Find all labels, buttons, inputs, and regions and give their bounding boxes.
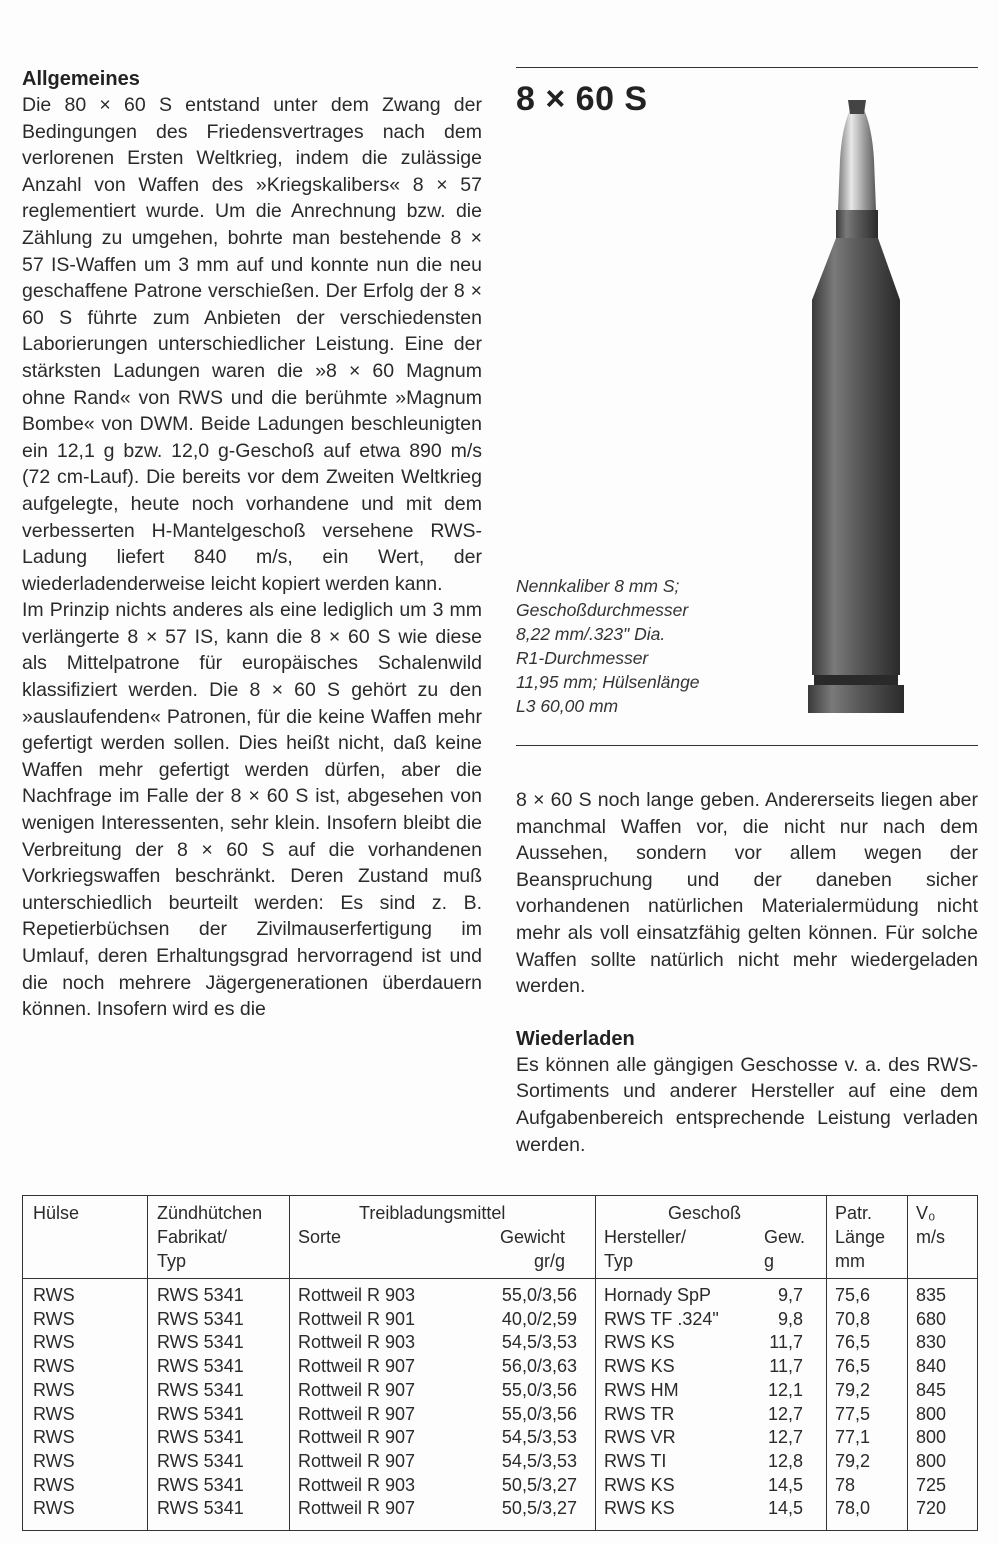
cell-geschoss-typ: RWS TF .324" bbox=[604, 1308, 719, 1329]
cartridge-illustration bbox=[800, 100, 910, 720]
paragraph-wiederladen: Es können alle gängigen Geschosse v. a. des RWS-Sortiments und anderer Hersteller auf eine dem Aufgabenbereich entsprechende Leistung verladen werden. bbox=[516, 1053, 978, 1156]
column-divider bbox=[289, 1196, 290, 1530]
cell-huelse: RWS bbox=[33, 1403, 75, 1424]
cell-huelse: RWS bbox=[33, 1332, 75, 1353]
cell-huelse: RWS bbox=[33, 1285, 75, 1305]
cell-zuendhuetchen: RWS 5341 bbox=[157, 1450, 244, 1471]
cell-zuendhuetchen: RWS 5341 bbox=[157, 1332, 244, 1353]
cell-v0: 725 bbox=[916, 1474, 947, 1495]
cell-gewicht: 55,0/3,56 bbox=[501, 1379, 577, 1400]
cell-laenge: 76,5 bbox=[835, 1332, 871, 1353]
cell-gew: 9,8 bbox=[777, 1308, 803, 1329]
cell-gewicht: 56,0/3,63 bbox=[501, 1356, 577, 1377]
cell-gew: 14,5 bbox=[767, 1474, 803, 1495]
cell-huelse: RWS bbox=[33, 1427, 75, 1448]
cell-huelse: RWS bbox=[33, 1379, 75, 1400]
cell-gew: 12,7 bbox=[767, 1403, 803, 1424]
cell-sorte: Rottweil R 907 bbox=[298, 1427, 416, 1448]
header-v0-unit: m/s bbox=[916, 1227, 945, 1247]
caption-line: Nennkaliber 8 mm S; bbox=[516, 576, 680, 596]
header-patr: Patr. bbox=[835, 1203, 873, 1223]
cell-geschoss-typ: RWS HM bbox=[604, 1379, 679, 1400]
column-divider bbox=[147, 1196, 148, 1530]
cell-sorte: Rottweil R 907 bbox=[298, 1356, 416, 1377]
cell-v0: 845 bbox=[916, 1379, 947, 1400]
cell-laenge: 75,6 bbox=[835, 1285, 871, 1305]
cell-gewicht: 50,5/3,27 bbox=[501, 1498, 577, 1519]
header-gewicht: Gewicht bbox=[499, 1227, 565, 1247]
cell-v0: 800 bbox=[916, 1403, 947, 1424]
page-title: 8 × 60 S bbox=[516, 80, 648, 118]
cell-laenge: 78 bbox=[835, 1474, 856, 1495]
cell-zuendhuetchen: RWS 5341 bbox=[157, 1498, 244, 1519]
paragraph-allgemeines-2: Im Prinzip nichts anderes als eine lediglich um 3 mm verlängerte 8 × 57 IS, kann die 8 × 60 S wie diese als Mittelpatrone für europäisches Schalenwild klassifiziert werden. Die 8 × 60 S gehört zu den »auslaufenden« Patronen, für die keine Waffen mehr gefertigt werden sollen. Dies heißt nicht, daß keine Waffen mehr gefertigt werden dürfen, aber die Nachfrage im Falle der 8 × 60 S ist, abgesehen von wenigen Interessenten, sehr klein. Insofern bleibt die Verbreitung der 8 × 60 S auf die vorhandenen Vorkriegswaffen beschränkt. Deren Zustand muß unterschiedlich beurteilt werden: Es sind z. B. Repetierbüchsen der Zivilmauserfertigung im Umlauf, deren Erhaltungsgrad hervorragend ist und die noch mehrere Jägergenerationen überdauern können. Insofern wird es die bbox=[22, 599, 482, 1021]
cell-gewicht: 55,0/3,56 bbox=[501, 1403, 577, 1424]
cell-v0: 800 bbox=[916, 1450, 947, 1471]
cell-gewicht: 54,5/3,53 bbox=[501, 1427, 577, 1448]
header-zuendhuetchen: Zündhütchen bbox=[157, 1203, 263, 1223]
header-geschoss: Geschoß bbox=[668, 1203, 742, 1223]
cell-v0: 720 bbox=[916, 1498, 947, 1519]
cell-huelse: RWS bbox=[33, 1308, 75, 1329]
cell-gew: 12,8 bbox=[767, 1450, 803, 1471]
header-laenge-unit: mm bbox=[835, 1251, 865, 1271]
cell-v0: 800 bbox=[916, 1427, 947, 1448]
cartridge-caption bbox=[516, 574, 756, 718]
header-laenge: Länge bbox=[835, 1227, 886, 1247]
caption-line: Geschoßdurchmesser bbox=[516, 600, 689, 620]
load-data-table bbox=[22, 1195, 978, 1531]
left-column bbox=[22, 66, 482, 1023]
cell-zuendhuetchen: RWS 5341 bbox=[157, 1308, 244, 1329]
header-divider bbox=[23, 1278, 977, 1279]
right-column bbox=[516, 787, 978, 1158]
cell-v0: 835 bbox=[916, 1285, 947, 1305]
cell-gew: 12,7 bbox=[767, 1427, 803, 1448]
caption-line: 8,22 mm/.323" Dia. bbox=[516, 624, 666, 644]
cell-huelse: RWS bbox=[33, 1474, 75, 1495]
cell-zuendhuetchen: RWS 5341 bbox=[157, 1285, 244, 1305]
cell-gewicht: 50,5/3,27 bbox=[501, 1474, 577, 1495]
top-rule bbox=[516, 67, 978, 68]
caption-line: R1-Durchmesser bbox=[516, 648, 649, 668]
cell-v0: 830 bbox=[916, 1332, 947, 1353]
cell-gew: 9,7 bbox=[777, 1285, 803, 1305]
cell-gew: 14,5 bbox=[767, 1498, 803, 1519]
cell-laenge: 78,0 bbox=[835, 1498, 871, 1519]
cell-sorte: Rottweil R 903 bbox=[298, 1474, 416, 1495]
column-divider bbox=[595, 1196, 596, 1530]
cell-gew: 11,7 bbox=[769, 1356, 803, 1377]
cell-gewicht: 54,5/3,53 bbox=[501, 1332, 577, 1353]
cell-laenge: 77,1 bbox=[835, 1427, 871, 1448]
header-treibladungsmittel: Treibladungsmittel bbox=[359, 1203, 506, 1223]
section-heading-allgemeines: Allgemeines bbox=[22, 68, 140, 90]
cell-geschoss-typ: RWS VR bbox=[604, 1427, 676, 1448]
cell-sorte: Rottweil R 903 bbox=[298, 1285, 416, 1305]
cell-zuendhuetchen: RWS 5341 bbox=[157, 1356, 244, 1377]
cell-geschoss-typ: RWS KS bbox=[604, 1332, 675, 1353]
paragraph-allgemeines-1: Die 80 × 60 S entstand unter dem Zwang der Bedingungen des Friedensvertrages nach dem verlorenen Ersten Weltkrieg, indem die zulässige Anzahl von Waffen des »Kriegskalibers« 8 × 57 reglementiert wurde. Um die Anrechnung bzw. die Zählung zu umgehen, bohrte man bestehende 8 × 57 IS-Waffen um 3 mm auf und konnte nun die neu geschaffene Patrone verschießen. Der Erfolg der 8 × 60 S führte zum Anbieten der verschiedensten Laborierungen unterschiedlicher Leistung. Eine der stärksten Ladungen waren die »8 × 60 Magnum ohne Rand« von RWS und die berühmte »Magnum Bombe« von DWM. Beide Ladungen beschleunigten ein 12,1 g bzw. 12,0 g-Geschoß auf etwa 890 m/s (72 cm-Lauf). Die bereits vor dem Zweiten Weltkrieg aufgelegte, heute noch vorhandene und mit dem verbesserten H-Mantelgeschoß versehene RWS-Ladung liefert 840 m/s, ein Wert, der wiederladenderweise leicht kopiert werden kann. bbox=[22, 94, 482, 595]
column-divider bbox=[907, 1196, 908, 1530]
cell-laenge: 70,8 bbox=[835, 1308, 871, 1329]
section-heading-wiederladen: Wiederladen bbox=[516, 1027, 635, 1050]
cell-huelse: RWS bbox=[33, 1450, 75, 1471]
cell-huelse: RWS bbox=[33, 1498, 75, 1519]
cell-sorte: Rottweil R 907 bbox=[298, 1403, 416, 1424]
cell-laenge: 79,2 bbox=[835, 1450, 871, 1471]
cell-gewicht: 55,0/3,56 bbox=[501, 1285, 577, 1305]
cell-geschoss-typ: RWS KS bbox=[604, 1498, 675, 1519]
caption-line: L3 60,00 mm bbox=[516, 696, 619, 716]
cell-gew: 11,7 bbox=[769, 1332, 803, 1353]
header-huelse: Hülse bbox=[33, 1203, 80, 1223]
header-typ: Typ bbox=[157, 1251, 187, 1271]
cell-geschoss-typ: RWS TR bbox=[604, 1403, 675, 1424]
cell-sorte: Rottweil R 907 bbox=[298, 1498, 416, 1519]
cell-v0: 840 bbox=[916, 1356, 947, 1377]
cell-laenge: 79,2 bbox=[835, 1379, 871, 1400]
cell-gewicht: 54,5/3,53 bbox=[501, 1450, 577, 1471]
cell-geschoss-typ: RWS KS bbox=[604, 1356, 675, 1377]
header-gewicht-unit: gr/g bbox=[533, 1251, 565, 1271]
cell-zuendhuetchen: RWS 5341 bbox=[157, 1403, 244, 1424]
header-v0: V₀ bbox=[916, 1203, 936, 1223]
cell-zuendhuetchen: RWS 5341 bbox=[157, 1427, 244, 1448]
cell-geschoss-typ: RWS TI bbox=[604, 1450, 667, 1471]
cell-zuendhuetchen: RWS 5341 bbox=[157, 1474, 244, 1495]
cell-sorte: Rottweil R 907 bbox=[298, 1450, 416, 1471]
cell-sorte: Rottweil R 903 bbox=[298, 1332, 416, 1353]
cell-gew: 12,1 bbox=[767, 1379, 803, 1400]
caption-line: 11,95 mm; Hülsenlänge bbox=[516, 672, 700, 692]
cell-v0: 680 bbox=[916, 1308, 947, 1329]
cell-sorte: Rottweil R 907 bbox=[298, 1379, 416, 1400]
header-sorte: Sorte bbox=[298, 1227, 342, 1247]
cell-laenge: 76,5 bbox=[835, 1356, 871, 1377]
column-divider bbox=[826, 1196, 827, 1530]
cell-laenge: 77,5 bbox=[835, 1403, 871, 1424]
paragraph-continuation: 8 × 60 S noch lange geben. Andererseits liegen aber manchmal Waffen vor, die nicht nur nach dem Aussehen, sondern vor allem wegen der Beanspruchung und der daneben sicher vorhandenen natürlichen Materialermüdung nicht mehr als voll einsatzfähig gelten können. Für solche Waffen sollte natürlich nicht mehr wiedergeladen werden. bbox=[516, 789, 978, 998]
header-fabrikat: Fabrikat/ bbox=[157, 1227, 228, 1247]
header-gew-unit: g bbox=[764, 1251, 775, 1271]
header-hersteller: Hersteller/ bbox=[604, 1227, 687, 1247]
cell-gewicht: 40,0/2,59 bbox=[501, 1308, 577, 1329]
cell-huelse: RWS bbox=[33, 1356, 75, 1377]
header-gew: Gew. bbox=[764, 1227, 806, 1247]
cell-zuendhuetchen: RWS 5341 bbox=[157, 1379, 244, 1400]
middle-rule bbox=[516, 745, 978, 746]
cell-sorte: Rottweil R 901 bbox=[298, 1308, 416, 1329]
cell-geschoss-typ: Hornady SpP bbox=[604, 1285, 712, 1305]
cell-geschoss-typ: RWS KS bbox=[604, 1474, 675, 1495]
header-hersteller-typ: Typ bbox=[604, 1251, 634, 1271]
